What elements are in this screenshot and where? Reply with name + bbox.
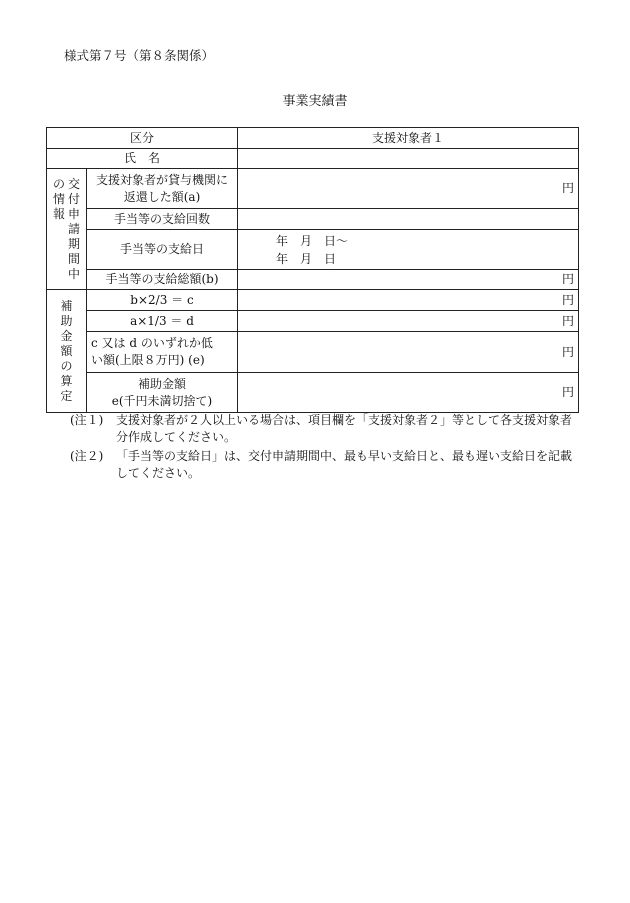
payment-total-value[interactable]: 円 (238, 270, 579, 290)
payment-dates-label: 手当等の支給日 (87, 230, 238, 270)
calc-c-value[interactable]: 円 (238, 290, 579, 311)
returned-amount-value[interactable]: 円 (238, 169, 579, 209)
subsidy-calc-group-label: 補 助 金 額 の 算 定 (47, 290, 87, 413)
note-text: 支援対象者が２人以上いる場合は、項目欄を「支援対象者２」等として各支援対象者分作成してください。 (116, 413, 573, 444)
payment-count-value[interactable] (238, 209, 579, 230)
payment-count-label: 手当等の支給回数 (87, 209, 238, 230)
performance-table (46, 127, 579, 413)
notes (70, 412, 580, 482)
application-period-group-label (47, 169, 87, 290)
subsidy-amount-row (47, 373, 579, 413)
group-label-col-left: の 情 報 (52, 176, 65, 221)
name-row (47, 149, 579, 169)
calc-e-value[interactable]: 円 (238, 332, 579, 373)
note-label: (注２) (70, 449, 104, 463)
calc-d-value[interactable]: 円 (238, 311, 579, 332)
subsidy-amount-value[interactable]: 円 (238, 373, 579, 413)
date-to: 年 月 日 (276, 251, 337, 266)
returned-amount-label: 支援対象者が貸与機関に 返還した額(a) (87, 169, 238, 209)
calc-e-row (47, 332, 579, 373)
note-2 (70, 448, 580, 482)
subsidy-amount-label: 補助金額 e(千円未満切捨て) (87, 373, 238, 413)
category-header: 区分 (47, 128, 238, 149)
name-label: 氏 名 (47, 149, 238, 169)
group-label-col-right: 交 付 申 請 期 間 中 (68, 176, 81, 281)
date-from: 年 月 日～ (276, 233, 349, 248)
table-header-row (47, 128, 579, 149)
note-label: (注１) (70, 413, 104, 427)
name-value-cell[interactable] (238, 149, 579, 169)
calc-e-label: c 又は d のいずれか低 い額(上限８万円) (e) (87, 332, 238, 373)
recipient-header: 支援対象者１ (238, 128, 579, 149)
calc-c-row (47, 290, 579, 311)
document-title: 事業実績書 (282, 94, 348, 109)
payment-count-row (47, 209, 579, 230)
calc-d-row (47, 311, 579, 332)
note-text: 「手当等の支給日」は、交付申請期間中、最も早い支給日と、最も遅い支給日を記載してください。 (116, 449, 573, 480)
payment-total-label: 手当等の支給総額(b) (87, 270, 238, 290)
returned-amount-row (47, 169, 579, 209)
note-1 (70, 412, 580, 446)
payment-total-row (47, 270, 579, 290)
form-number: 様式第７号（第８条関係） (64, 48, 215, 63)
calc-c-label: b×2/3 ＝ c (87, 290, 238, 311)
payment-dates-row (47, 230, 579, 270)
calc-d-label: a×1/3 ＝ d (87, 311, 238, 332)
payment-dates-value[interactable] (238, 230, 579, 270)
